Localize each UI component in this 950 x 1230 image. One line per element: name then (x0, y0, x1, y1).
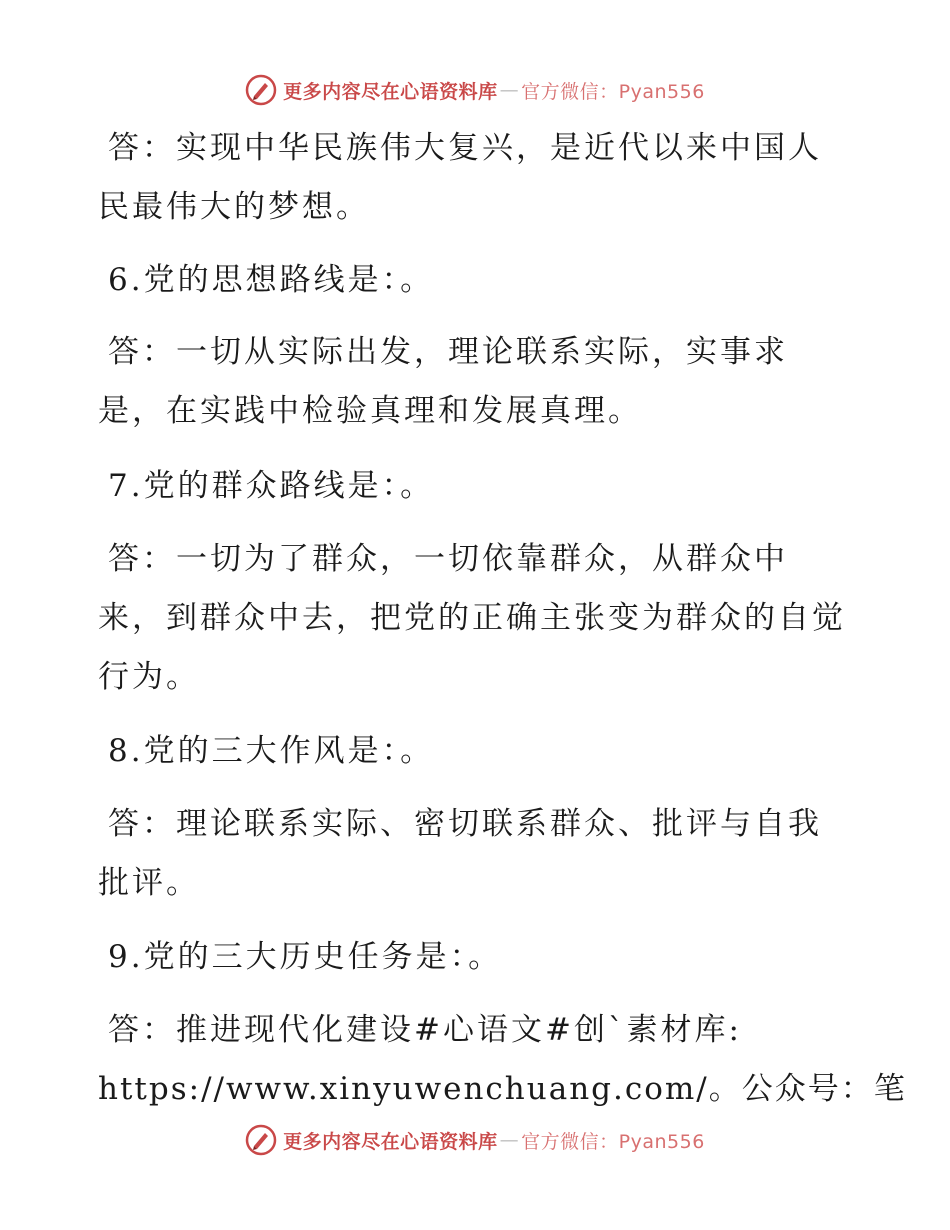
answer-line: 来，到群众中去，把党的正确主张变为群众的自觉 (98, 600, 846, 636)
watermark-brand: 更多内容尽在心语资料库 (283, 80, 498, 103)
question-line: 9.党的三大历史任务是：。 (108, 939, 503, 975)
answer-line: 民最伟大的梦想。 (98, 189, 370, 225)
answer-line: 答：推进现代化建设#心语文#创`素材库: (108, 1012, 742, 1048)
watermark-separator: — (499, 79, 520, 101)
header-watermark (0, 70, 950, 110)
watermark-contact: 官方微信：Pyan556 (521, 1130, 705, 1153)
answer-line: 行为。 (98, 659, 200, 695)
pen-logo-icon (245, 1124, 277, 1156)
pen-logo-icon (245, 74, 277, 106)
footer-watermark (0, 1120, 950, 1160)
question-line: 7.党的群众路线是：。 (108, 468, 435, 504)
answer-line: 答：一切为了群众，一切依靠群众，从群众中 (108, 541, 788, 577)
answer-line: 答：一切从实际出发，理论联系实际，实事求 (108, 334, 788, 370)
watermark-brand: 更多内容尽在心语资料库 (283, 1130, 498, 1153)
answer-line: 答：实现中华民族伟大复兴，是近代以来中国人 (108, 130, 822, 166)
answer-line: 是，在实践中检验真理和发展真理。 (98, 393, 642, 429)
watermark-contact: 官方微信：Pyan556 (521, 80, 705, 103)
question-line: 6.党的思想路线是：。 (108, 262, 435, 298)
answer-line: https://www.xinyuwenchuang.com/。公众号：笔 (98, 1071, 907, 1107)
answer-line: 答：理论联系实际、密切联系群众、批评与自我 (108, 806, 822, 842)
watermark-separator: — (499, 1129, 520, 1151)
answer-line: 批评。 (98, 865, 200, 901)
question-line: 8.党的三大作风是：。 (108, 733, 435, 769)
